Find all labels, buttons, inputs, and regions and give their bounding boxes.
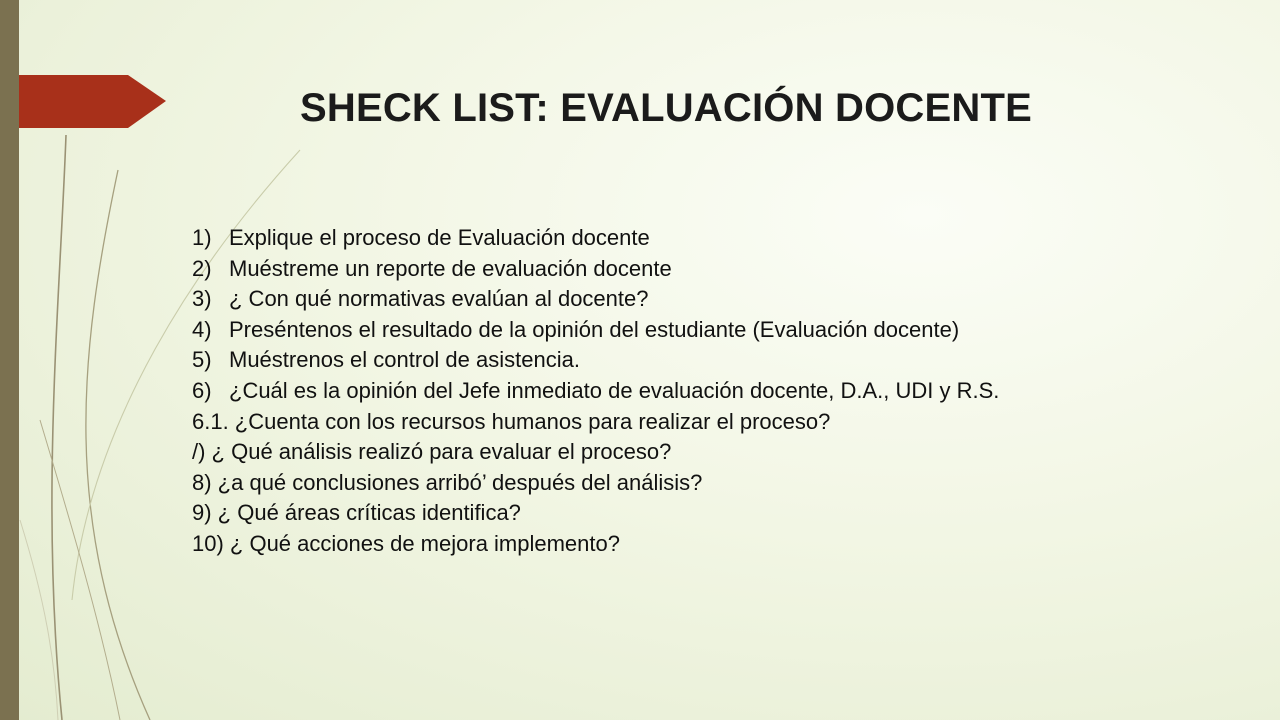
item-number: 5) (192, 347, 212, 373)
checklist (192, 223, 1124, 560)
list-item: 10) ¿ Qué acciones de mejora implemento? (192, 530, 620, 556)
list-item (192, 254, 1124, 285)
list-item (192, 376, 1124, 407)
decor-curve-2 (86, 170, 150, 720)
red-arrow-banner (19, 75, 166, 128)
slide-title: SHECK LIST: EVALUACIÓN DOCENTE (300, 86, 1032, 130)
list-item (192, 345, 1124, 376)
list-item (192, 223, 1124, 254)
list-item: 8) ¿a qué conclusiones arribó’ después del análisis? (192, 469, 703, 495)
item-text: ¿Cuál es la opinión del Jefe inmediato de evaluación docente, D.A., UDI y R.S. (229, 377, 1000, 403)
list-item (192, 284, 1124, 315)
item-text: Explique el proceso de Evaluación docente (229, 225, 650, 250)
decor-curve-1 (52, 135, 66, 720)
item-text: Preséntenos el resultado de la opinión del estudiante (Evaluación docente) (229, 316, 960, 342)
list-item: 6.1. ¿Cuenta con los recursos humanos para realizar el proceso? (192, 408, 831, 434)
item-number: 2) (192, 255, 212, 281)
list-item: 9) ¿ Qué áreas críticas identifica? (192, 500, 521, 526)
item-number: 4) (192, 316, 212, 342)
item-number: 1) (192, 225, 212, 250)
item-number: 6) (192, 377, 212, 403)
list-item: /) ¿ Qué análisis realizó para evaluar el proceso? (192, 439, 672, 465)
item-number: 3) (192, 286, 212, 312)
item-text: Muéstrenos el control de asistencia. (229, 347, 580, 373)
list-item (192, 315, 1124, 346)
item-text: ¿ Con qué normativas evalúan al docente? (229, 286, 649, 312)
item-text: Muéstreme un reporte de evaluación docente (229, 255, 672, 281)
